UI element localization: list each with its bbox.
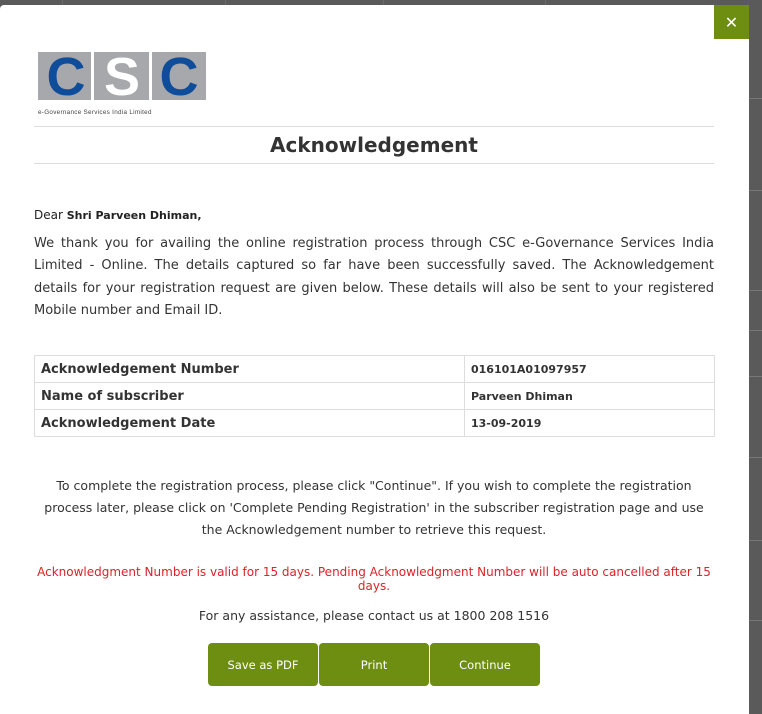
acknowledgement-date-value: 13-09-2019 xyxy=(465,410,715,437)
svg-text:C: C xyxy=(159,52,199,107)
subscriber-name: Shri Parveen Dhiman, xyxy=(66,209,202,222)
close-icon: ✕ xyxy=(724,12,739,32)
print-button[interactable]: Print xyxy=(319,643,429,686)
acknowledgement-number-value: 016101A01097957 xyxy=(465,356,715,383)
logo-tagline: e-Governance Services India Limited xyxy=(38,109,152,116)
intro-text: We thank you for availing the online registration process through CSC e-Governance Services India Limited - Online. The details captured so far have been successfully saved. The Acknowledgement details for your registration request are given below. These details will also be sent to your registered Mobile number and Email ID. xyxy=(34,236,714,318)
dialog-title: Acknowledgement xyxy=(270,133,478,157)
validity-warning: Acknowledgment Number is valid for 15 days. Pending Acknowledgment Number will be auto cancelled after 15 days. xyxy=(37,565,711,593)
contact-info: For any assistance, please contact us at 1800 208 1516 xyxy=(198,608,550,623)
title-rule-top xyxy=(34,126,714,127)
table-row xyxy=(35,356,715,383)
greeting xyxy=(34,208,202,222)
svg-text:S: S xyxy=(103,52,141,107)
close-button[interactable] xyxy=(714,5,749,39)
continue-button[interactable]: Continue xyxy=(430,643,540,686)
instructions-text: To complete the registration process, please click "Continue". If you wish to complete the registration process later, please click on 'Complete Pending Registration' in the subscriber registration page and use the Acknowledgement number to retrieve this request. xyxy=(44,478,704,537)
table-row xyxy=(35,410,715,437)
detail-label: Name of subscriber xyxy=(35,383,465,410)
title-rule-bottom xyxy=(34,163,714,164)
csc-logo xyxy=(38,52,206,118)
acknowledgement-dialog xyxy=(0,5,749,714)
acknowledgement-details-table xyxy=(34,355,715,437)
table-row xyxy=(35,383,715,410)
greeting-salutation: Dear xyxy=(34,208,63,222)
save-as-pdf-button[interactable]: Save as PDF xyxy=(208,643,318,686)
svg-text:C: C xyxy=(46,52,86,107)
subscriber-name-value: Parveen Dhiman xyxy=(465,383,715,410)
detail-label: Acknowledgement Number xyxy=(35,356,465,383)
detail-label: Acknowledgement Date xyxy=(35,410,465,437)
